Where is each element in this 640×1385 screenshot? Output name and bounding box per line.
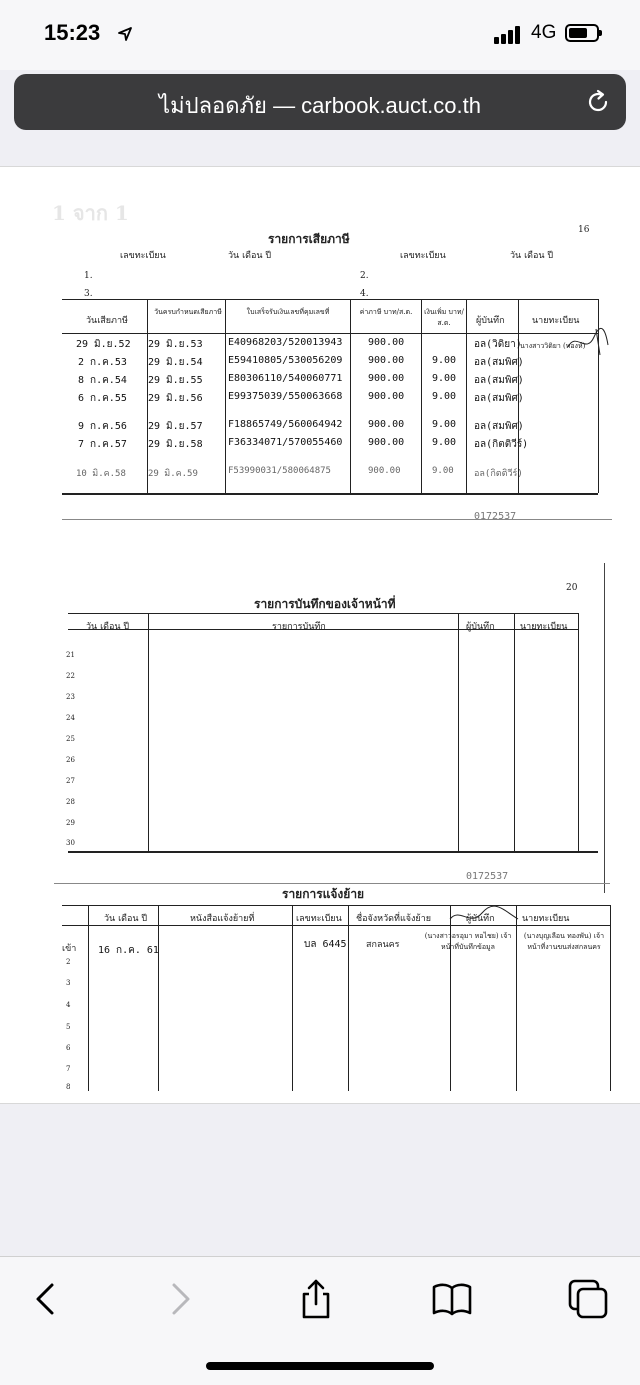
- row-label: เข้า: [62, 944, 77, 954]
- row-number: 24: [66, 714, 75, 722]
- col-surcharge: เงินเพิ่ม บาท/ส.ต.: [424, 308, 464, 327]
- serial-code: 0172537: [474, 511, 517, 522]
- home-indicator: [206, 1362, 434, 1370]
- row-number: 27: [66, 777, 75, 785]
- tax-amount: 900.00: [368, 466, 401, 476]
- chevron-left-icon[interactable]: [24, 1277, 68, 1321]
- status-time: 15:23: [44, 20, 101, 45]
- tax-date: 6 ก.ค.55: [78, 393, 127, 404]
- row-number: 21: [66, 651, 75, 659]
- battery-icon: [565, 24, 599, 42]
- col-registrar: นายทะเบียน: [532, 316, 580, 326]
- tax-amount: 900.00: [368, 437, 405, 448]
- due-date: 29 มิ.ย.54: [148, 357, 203, 368]
- recorder: อล(สมพิศ): [474, 421, 524, 432]
- transfer-plate: บล 6445: [304, 939, 347, 950]
- tax-date: 29 มิ.ย.52: [76, 339, 131, 350]
- transfer-date: 16 ก.ค. 61: [98, 945, 159, 956]
- row-number: 6: [66, 1044, 71, 1052]
- tax-date: 7 ก.ค.57: [78, 439, 127, 450]
- network-type: 4G: [531, 22, 557, 43]
- recorder: อล(สมพิศ): [474, 375, 524, 386]
- serial-code: 0172537: [466, 871, 509, 882]
- url-text: ไม่ปลอดภัย — carbook.auct.co.th: [159, 93, 481, 118]
- row-number: 30: [66, 839, 75, 847]
- col-notice: หนังสือแจ้งย้ายที่: [190, 914, 255, 924]
- page-number: 20: [566, 583, 578, 593]
- tax-date: 2 ก.ค.53: [78, 357, 127, 368]
- surcharge: 9.00: [432, 391, 457, 402]
- transfer-title: รายการแจ้งย้าย: [282, 887, 365, 901]
- surcharge: 9.00: [432, 373, 457, 384]
- row-number: 4: [66, 1001, 71, 1009]
- receipt-no: E80306110/540060771: [228, 373, 343, 384]
- page-indicator: 1 จาก 1: [52, 201, 129, 225]
- col-due-date: วันครบกำหนดเสียภาษี: [154, 308, 222, 316]
- surcharge: 9.00: [432, 355, 457, 366]
- due-date: 29 มิ.ย.55: [148, 375, 203, 386]
- col-date: วัน เดือน ปี: [86, 622, 130, 632]
- item-4: 4.: [360, 289, 369, 299]
- transfer-province: สกลนคร: [366, 940, 400, 950]
- tax-date: 8 ก.ค.54: [78, 375, 127, 386]
- chevron-right-icon[interactable]: [158, 1277, 202, 1321]
- address-bar[interactable]: [14, 74, 626, 130]
- row-number: 26: [66, 756, 75, 764]
- row-number: 23: [66, 693, 75, 701]
- row-number: 28: [66, 798, 75, 806]
- due-date: 29 มิ.ค.59: [148, 469, 198, 479]
- tax-amount: 900.00: [368, 337, 405, 348]
- tax-amount: 900.00: [368, 391, 405, 402]
- status-bar: [0, 0, 640, 70]
- receipt-no: F36334071/570055460: [228, 437, 343, 448]
- share-icon[interactable]: [294, 1277, 338, 1321]
- row-number: 3: [66, 979, 71, 987]
- col-registrar: นายทะเบียน: [520, 622, 568, 632]
- col-province: ชื่อจังหวัดที่แจ้งย้าย: [356, 914, 432, 924]
- recorder: อล(กิตติวีร์): [474, 439, 529, 450]
- row-number: 8: [66, 1083, 71, 1091]
- recorder: อล(สมพิศ): [474, 393, 524, 404]
- tax-title: รายการเสียภาษี: [268, 232, 350, 246]
- col-registrar: นายทะเบียน: [522, 914, 570, 924]
- registrar-signature: นางสาววิดิยา (ทองห์): [520, 342, 586, 350]
- due-date: 29 มิ.ย.53: [148, 339, 203, 350]
- tax-amount: 900.00: [368, 373, 405, 384]
- row-number: 5: [66, 1023, 71, 1031]
- col-entry: รายการบันทึก: [272, 622, 326, 632]
- signature-scribble: [448, 905, 520, 929]
- row-number: 7: [66, 1065, 71, 1073]
- col-plate: เลขทะเบียน: [296, 914, 342, 924]
- col-tax-amount: ค่าภาษี บาท/ส.ต.: [359, 308, 413, 316]
- tax-amount: 900.00: [368, 355, 405, 366]
- tax-date: 9 ก.ค.56: [78, 421, 127, 432]
- due-date: 29 มิ.ย.58: [148, 439, 203, 450]
- col-tax-date: วันเสียภาษี: [86, 316, 128, 326]
- receipt-no: F18865749/560064942: [228, 419, 343, 430]
- receipt-no: E99375039/550063668: [228, 391, 343, 402]
- item-3: 3.: [84, 289, 93, 299]
- location-arrow-icon: [118, 27, 132, 41]
- header-plate-right: เลขทะเบียน: [400, 251, 446, 261]
- recorder: อล(กิตติวีร์): [474, 469, 523, 479]
- due-date: 29 มิ.ย.57: [148, 421, 203, 432]
- col-receipt: ใบเสร็จรับเงินเลขที่คุมเลขที่: [246, 308, 330, 316]
- col-recorder: ผู้บันทึก: [466, 622, 495, 632]
- pdf-document: [0, 166, 640, 1104]
- tax-amount: 900.00: [368, 419, 405, 430]
- surcharge: 9.00: [432, 437, 457, 448]
- tabs-icon[interactable]: [566, 1277, 610, 1321]
- header-plate-left: เลขทะเบียน: [120, 251, 166, 261]
- tax-date: 10 มิ.ค.58: [76, 469, 126, 479]
- surcharge: 9.00: [432, 466, 454, 476]
- col-recorder: ผู้บันทึก: [476, 316, 505, 326]
- receipt-no: F53990031/580064875: [228, 466, 331, 476]
- receipt-no: E59410805/530056209: [228, 355, 343, 366]
- row-number: 2: [66, 958, 71, 966]
- reload-icon[interactable]: [584, 88, 612, 116]
- transfer-recorder: (นางสาวอรอุมา หอไชย) เจ้าหน้าที่บันทึกข้อมูล: [424, 932, 512, 951]
- surcharge: 9.00: [432, 419, 457, 430]
- recorder: อล(สมพิศ): [474, 357, 524, 368]
- recorder: อล(วิดิยา): [474, 339, 522, 350]
- officer-title: รายการบันทึกของเจ้าหน้าที่: [254, 597, 396, 611]
- bookmarks-icon[interactable]: [430, 1277, 474, 1321]
- item-1: 1.: [84, 271, 93, 281]
- col-date: วัน เดือน ปี: [104, 914, 148, 924]
- signature-scribble: [566, 327, 610, 357]
- header-date-left: วัน เดือน ปี: [228, 251, 272, 261]
- receipt-no: E40968203/520013943: [228, 337, 343, 348]
- item-2: 2.: [360, 271, 369, 281]
- row-number: 25: [66, 735, 75, 743]
- due-date: 29 มิ.ย.56: [148, 393, 203, 404]
- col-recorder: ผู้บันทึก: [466, 914, 495, 924]
- transfer-registrar: (นางบุญเลือน ทองพัน) เจ้าหน้าที่งานขนส่งสกลนคร: [523, 932, 605, 951]
- page-number: 16: [578, 225, 590, 235]
- cellular-signal-icon: [494, 26, 522, 44]
- header-date-right: วัน เดือน ปี: [510, 251, 554, 261]
- row-number: 29: [66, 819, 75, 827]
- row-number: 22: [66, 672, 75, 680]
